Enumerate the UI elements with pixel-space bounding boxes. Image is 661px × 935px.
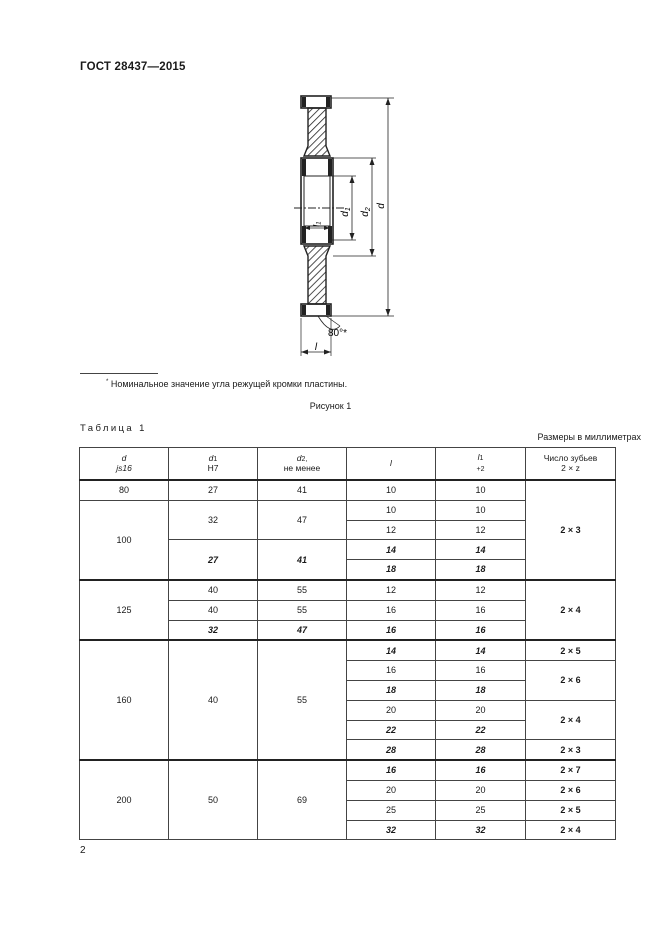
figure-caption: Рисунок 1 [309,401,352,411]
table-row [80,640,616,660]
cell-l: 22 [347,720,436,740]
cell-d2: 41 [258,480,347,500]
cell-d: 160 [80,640,169,760]
cell-d1: 32 [169,500,258,540]
table-header-row [80,448,616,481]
cell-l1: 25 [436,800,526,820]
cell-l: 14 [347,540,436,560]
dimensions-table [79,447,616,840]
col-header-d2: d2, не менее [258,448,347,481]
col-header-l: l [347,448,436,481]
cell-l1: 18 [436,680,526,700]
cell-l: 16 [347,760,436,780]
cell-l: 32 [347,820,436,840]
cell-l1: 16 [436,620,526,640]
col-header-teeth: Число зубьев 2 × z [526,448,616,481]
label-l1: l1 [312,221,323,227]
cell-d1: 40 [169,580,258,600]
label-l: l [314,342,318,353]
cell-l1: 20 [436,700,526,720]
cell-d1: 40 [169,640,258,760]
cell-l1: 22 [436,720,526,740]
cell-l: 28 [347,740,436,760]
cell-d1: 27 [169,540,258,580]
cell-l1: 16 [436,760,526,780]
table-label: Таблица 1 [80,423,147,434]
cell-l1: 16 [436,600,526,620]
cell-l1: 14 [436,640,526,660]
cell-teeth: 2 × 4 [526,700,616,740]
cell-d2: 47 [258,620,347,640]
cell-l1: 10 [436,500,526,520]
table-units: Размеры в миллиметрах [537,432,641,442]
cell-l1: 28 [436,740,526,760]
label-angle: 80°* [328,328,348,339]
page-number: 2 [80,845,86,856]
cell-d: 80 [80,480,169,500]
cell-l: 16 [347,620,436,640]
cell-l1: 10 [436,480,526,500]
cell-l1: 14 [436,540,526,560]
cell-teeth: 2 × 4 [526,580,616,640]
cell-d2: 47 [258,500,347,540]
cell-d2: 55 [258,580,347,600]
footnote-separator [80,373,158,374]
cell-teeth: 2 × 5 [526,640,616,660]
cell-l: 12 [347,580,436,600]
label-d1: $d_1$ [340,207,352,217]
cell-l: 20 [347,780,436,800]
table-row [80,480,616,500]
cell-l: 14 [347,640,436,660]
cell-l: 10 [347,500,436,520]
cell-l1: 32 [436,820,526,840]
document-header: ГОСТ 28437—2015 [80,61,186,73]
table-row [80,580,616,600]
cell-l1: 12 [436,580,526,600]
cell-d1: 40 [169,600,258,620]
col-header-d: d js16 [80,448,169,481]
cell-d: 125 [80,580,169,640]
cell-teeth: 2 × 6 [526,780,616,800]
cell-teeth: 2 × 3 [526,480,616,580]
cell-teeth: 2 × 6 [526,661,616,701]
cell-d: 100 [80,500,169,580]
cell-d1: 32 [169,620,258,640]
cell-l: 18 [347,560,436,580]
cell-l: 20 [347,700,436,720]
cell-teeth: 2 × 5 [526,800,616,820]
cell-d2: 41 [258,540,347,580]
cell-l: 18 [347,680,436,700]
cell-d1: 50 [169,760,258,840]
cell-d2: 69 [258,760,347,840]
cell-teeth: 2 × 4 [526,820,616,840]
cell-l: 16 [347,600,436,620]
cell-d2: 55 [258,640,347,760]
cell-d2: 55 [258,600,347,620]
cell-l: 16 [347,661,436,681]
cell-teeth: 2 × 3 [526,740,616,760]
cell-teeth: 2 × 7 [526,760,616,780]
cell-l1: 18 [436,560,526,580]
cell-d1: 27 [169,480,258,500]
cell-l: 12 [347,520,436,540]
col-header-d1: d1 H7 [169,448,258,481]
cell-d: 200 [80,760,169,840]
cell-l1: 20 [436,780,526,800]
cell-l1: 12 [436,520,526,540]
cell-l: 25 [347,800,436,820]
table-row [80,760,616,780]
col-header-l1: l1 +2 [436,448,526,481]
cutter-drawing [288,90,408,362]
figure-footnote: * Номинальное значение угла режущей кромки пластины. [106,379,348,389]
label-d2: $d_2$ [360,207,372,217]
cell-l: 10 [347,480,436,500]
cell-l1: 16 [436,661,526,681]
label-d: d [376,203,387,209]
